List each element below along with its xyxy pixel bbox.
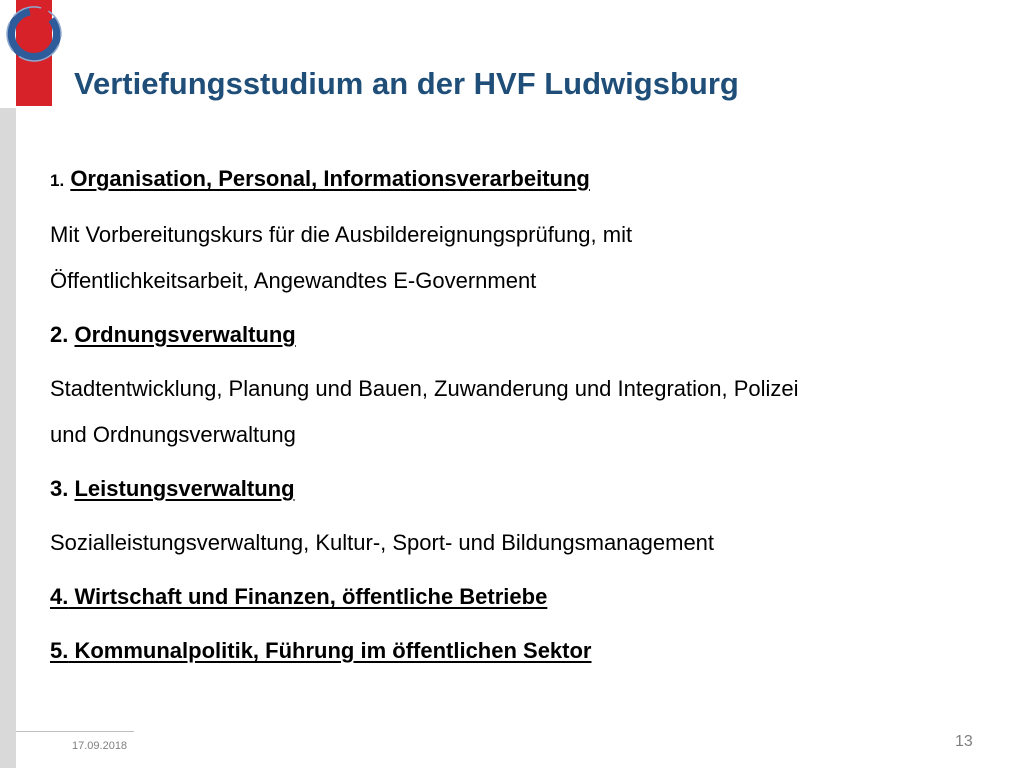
section-2-desc-line-2: und Ordnungsverwaltung	[50, 422, 296, 447]
section-1-number: 1.	[50, 171, 65, 190]
section-2-heading	[50, 312, 990, 358]
section-3-title: Leistungsverwaltung	[74, 476, 295, 501]
section-1-desc-line-2: Öffentlichkeitsarbeit, Angewandtes E-Government	[50, 268, 537, 293]
ring-logo-icon	[4, 4, 64, 64]
section-5-heading	[50, 628, 990, 674]
slide-title: Vertiefungsstudium an der HVF Ludwigsburg	[74, 66, 739, 101]
section-1-title: Organisation, Personal, Informationsverarbeitung	[70, 166, 590, 191]
section-4-number: 4.	[50, 584, 69, 609]
section-4-title: Wirtschaft und Finanzen, öffentliche Betriebe	[74, 584, 548, 609]
section-3-desc-line-1: Sozialleistungsverwaltung, Kultur-, Sport- und Bildungsmanagement	[50, 530, 715, 555]
content-body	[50, 156, 990, 674]
section-1-desc-line-1: Mit Vorbereitungskurs für die Ausbildereignungsprüfung, mit	[50, 222, 633, 247]
section-4-heading	[50, 574, 990, 620]
section-5-number: 5.	[50, 638, 69, 663]
section-2-title: Ordnungsverwaltung	[74, 322, 296, 347]
footer-divider	[16, 731, 134, 732]
section-1-heading	[50, 156, 990, 204]
section-5-title: Kommunalpolitik, Führung im öffentlichen Sektor	[74, 638, 592, 663]
left-gray-stripe	[0, 108, 16, 768]
section-2-number: 2.	[50, 322, 69, 347]
footer-date: 17.09.2018	[72, 740, 128, 752]
section-3-heading	[50, 466, 990, 512]
section-2-desc-line-1: Stadtentwicklung, Planung und Bauen, Zuwanderung und Integration, Polizei	[50, 376, 799, 401]
section-3-number: 3.	[50, 476, 69, 501]
page-number: 13	[955, 733, 973, 750]
